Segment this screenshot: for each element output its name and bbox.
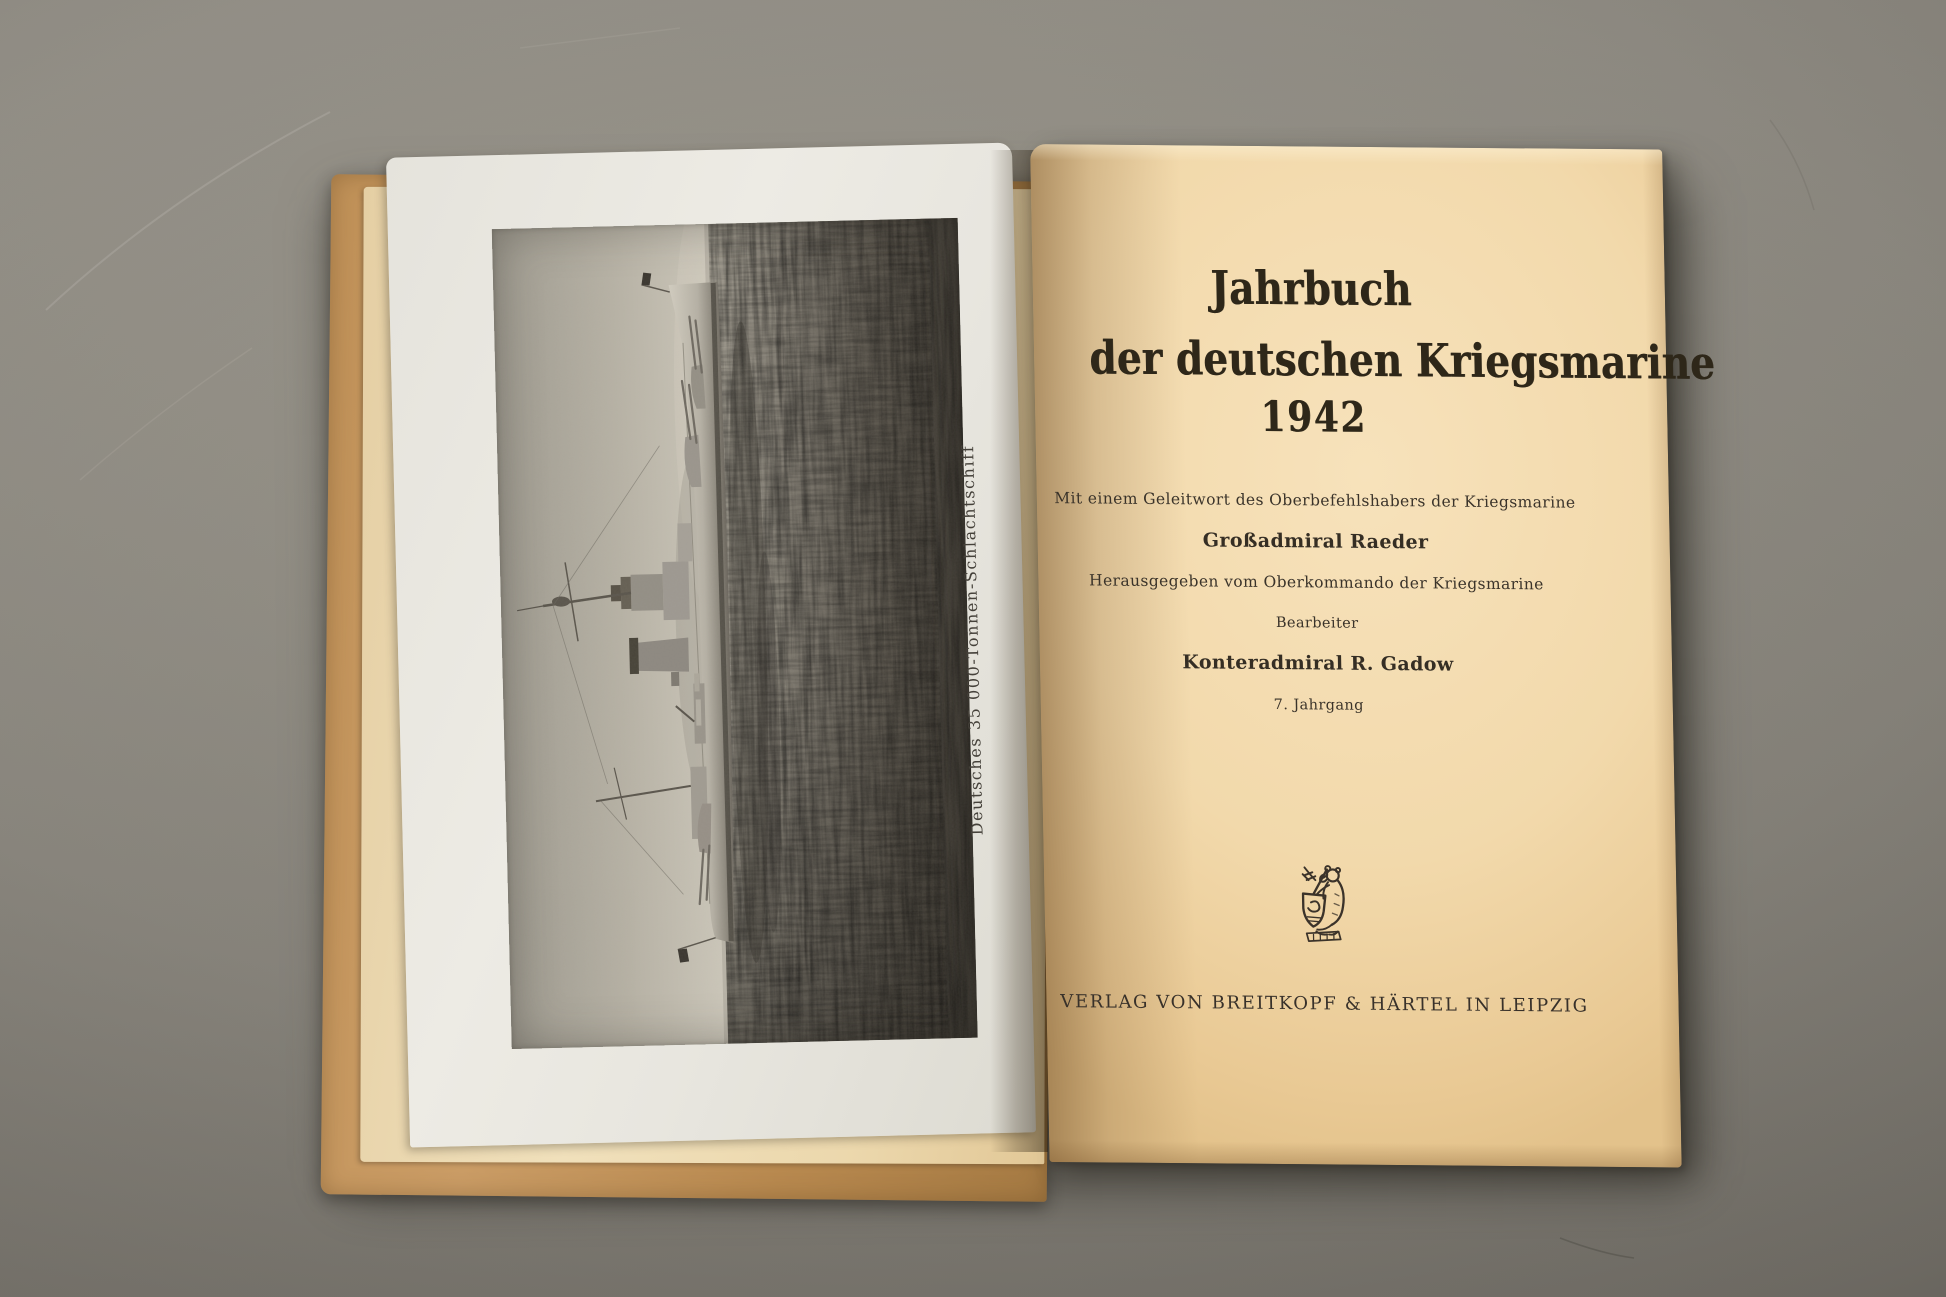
issued-by-line: Herausgegeben vom Oberkommando der Kriegsmarine — [1088, 571, 1544, 594]
title-page-content — [1030, 144, 1716, 1167]
book-title-line-2: der deutschen Kriegsmarine — [1088, 330, 1716, 390]
editor-label: Bearbeiter — [1275, 615, 1359, 632]
battleship-at-sea-photo — [492, 218, 978, 1049]
volume-line: 7. Jahrgang — [1273, 697, 1365, 714]
printer-mark-bear-with-shield-icon — [1291, 861, 1355, 948]
imprint-line: VERLAG VON BREITKOPF & HÄRTEL IN LEIPZIG — [1060, 991, 1589, 1017]
photo-caption-text: Deutsches 35 000-Tonnen-Schlachtschiff — [957, 444, 987, 836]
photo-plate-page — [386, 143, 1036, 1148]
foreword-note: Mit einem Geleitwort des Oberbefehlshabers der Kriegsmarine — [1054, 489, 1576, 512]
book-title-year: 1942 — [1259, 391, 1367, 442]
editor-name: Konteradmiral R. Gadow — [1182, 651, 1454, 676]
title-page — [1030, 144, 1716, 1167]
book-title-line-1: Jahrbuch — [1209, 260, 1412, 317]
foreword-author: Großadmiral Raeder — [1202, 529, 1429, 554]
